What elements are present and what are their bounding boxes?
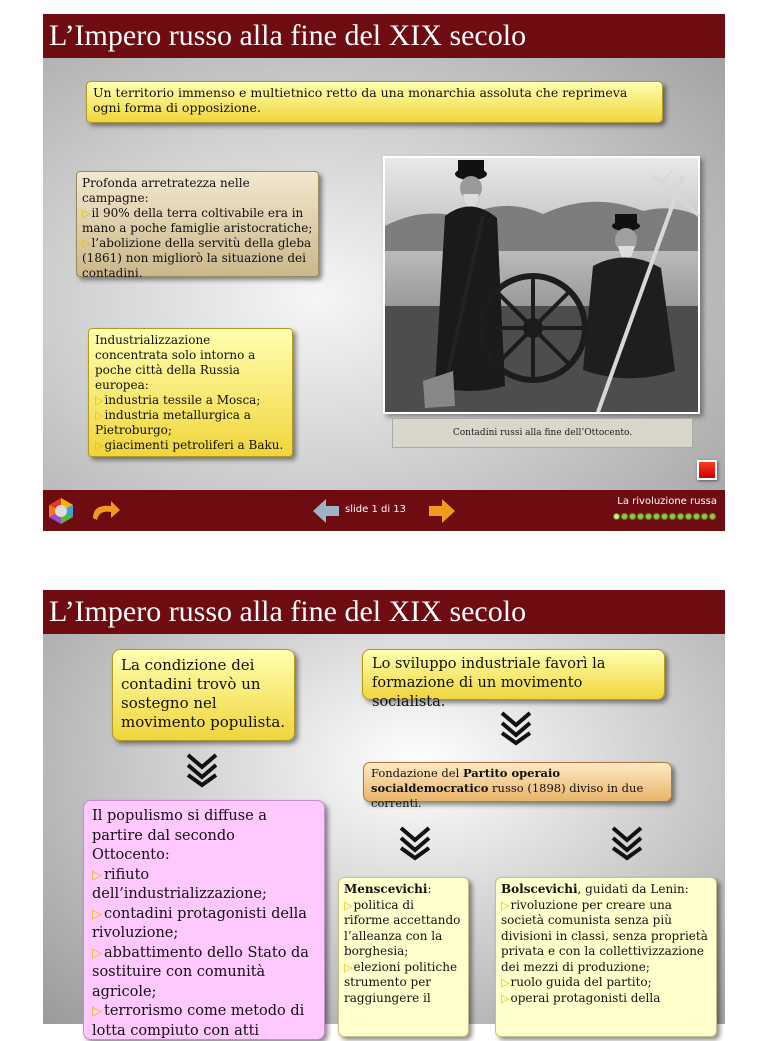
campagne-box: [76, 171, 319, 280]
list-item: ▷rivoluzione per creare una società comunista senza più divisioni in classi, senza proprietà privata e con la collettivizzazione dei mezzi di produzione;: [501, 897, 708, 974]
progress-dot[interactable]: [613, 513, 620, 520]
progress-dot[interactable]: [693, 513, 700, 520]
bullet-triangle-icon: ▷: [92, 867, 102, 883]
bullet-triangle-icon: ▷: [82, 237, 91, 250]
list-item: ▷l’abolizione della servitù della gleba (1861) non migliorò la situazione dei contadini.: [82, 236, 312, 280]
slide-1: [43, 14, 725, 531]
stop-button[interactable]: [697, 460, 717, 480]
populismo-box: [83, 800, 325, 1040]
progress-dot[interactable]: [637, 513, 644, 520]
list-item: ▷industria tessile a Mosca;: [95, 393, 261, 407]
list-item: ▷politica di riforme accettando l’alleanza con la borghesia;: [344, 897, 461, 958]
bullet-triangle-icon: ▷: [92, 945, 102, 961]
photo-caption-box: [392, 418, 693, 448]
industria-box: [88, 328, 293, 457]
chevron-down-double-icon: [186, 753, 218, 789]
slide-title: L’Impero russo alla fine del XIX secolo: [43, 14, 725, 58]
list-item: ▷ terrorismo come metodo di lotta compiuto con atti: [92, 1003, 305, 1039]
contadini-text: La condizione dei contadini trovò un sostegno nel movimento populista.: [121, 656, 286, 731]
list-item: ▷ contadini protagonisti della rivoluzione;: [92, 905, 307, 941]
peasants-photo: [383, 156, 700, 414]
fondazione-box: Fondazione del Partito operaio socialdemocratico russo (1898) diviso in due correnti.: [363, 762, 672, 802]
bullet-triangle-icon: ▷: [501, 991, 510, 1005]
contadini-box: [112, 649, 295, 741]
progress-dots: [613, 513, 717, 523]
populismo-heading: Il populismo si diffuse a partire dal secondo Ottocento:: [92, 808, 267, 863]
home-logo-button[interactable]: [47, 497, 75, 525]
slide-title: L’Impero russo alla fine del XIX secolo: [43, 590, 725, 634]
home-logo-icon: [47, 497, 75, 525]
navigation-bar: [43, 490, 725, 531]
progress-dot[interactable]: [645, 513, 652, 520]
menscevichi-box: Menscevichi: ▷politica di riforme accettando l’alleanza con la borghesia; ▷elezioni politiche strumento per raggiungere il: [338, 877, 469, 1037]
progress-dot[interactable]: [677, 513, 684, 520]
list-item: ▷ abbattimento dello Stato da sostituire con comunità agricole;: [92, 944, 309, 1000]
sviluppo-text: Lo sviluppo industriale favorì la formazione di un movimento socialista.: [372, 656, 606, 710]
progress-dot[interactable]: [661, 513, 668, 520]
bullet-triangle-icon: ▷: [92, 1004, 102, 1019]
progress-dot[interactable]: [629, 513, 636, 520]
list-item: ▷ rifiuto dell’industrializzazione;: [92, 866, 267, 902]
list-item: ▷ruolo guida del partito;: [501, 975, 652, 989]
slide-2: [43, 590, 725, 1039]
bolscevichi-box: Bolscevichi, guidati da Lenin: ▷rivoluzione per creare una società comunista senza più divisioni in classi, senza proprietà privata e con la collettivizzazione dei mezzi di produzione; ▷ruolo guida del partito; ▷operai protagonisti della: [495, 877, 717, 1037]
back-button[interactable]: [89, 500, 121, 522]
photo-caption: Contadini russi alla fine dell’Ottocento.: [452, 428, 633, 438]
slide-counter: slide 1 di 13: [345, 504, 407, 515]
bullet-triangle-icon: ▷: [95, 409, 104, 422]
next-arrow-icon: [429, 499, 455, 523]
list-item: ▷il 90% della terra coltivabile era in mano a poche famiglie aristocratiche;: [82, 206, 313, 235]
bullet-triangle-icon: ▷: [344, 898, 353, 912]
prev-slide-button[interactable]: [313, 499, 339, 523]
peasants-photo-image: [383, 156, 700, 414]
back-icon: [89, 500, 121, 522]
progress-dot[interactable]: [701, 513, 708, 520]
industria-heading: Industrializzazione concentrata solo intorno a poche città della Russia europea:: [95, 333, 256, 392]
prev-arrow-icon: [313, 499, 339, 523]
bullet-triangle-icon: ▷: [501, 976, 510, 989]
section-title: La rivoluzione russa: [617, 496, 717, 507]
progress-dot[interactable]: [685, 513, 692, 520]
menscevichi-name: Menscevichi: [344, 882, 428, 896]
chevron-down-double-icon: [500, 711, 532, 747]
list-item: ▷industria metallurgica a Pietroburgo;: [95, 408, 251, 437]
sviluppo-box: [362, 649, 665, 710]
progress-dot[interactable]: [669, 513, 676, 520]
list-item: ▷elezioni politiche strumento per raggiungere il: [344, 959, 458, 1005]
bullet-triangle-icon: ▷: [344, 960, 353, 974]
chevron-down-double-icon: [399, 826, 431, 862]
bullet-triangle-icon: ▷: [92, 906, 102, 922]
partito-name: Partito operaio socialdemocratico: [371, 766, 561, 795]
bullet-triangle-icon: ▷: [82, 207, 91, 220]
bullet-triangle-icon: ▷: [95, 394, 104, 407]
progress-dot[interactable]: [621, 513, 628, 520]
progress-dot[interactable]: [709, 513, 716, 520]
list-item: ▷operai protagonisti della: [501, 990, 661, 1005]
next-slide-button[interactable]: [429, 499, 455, 523]
bolscevichi-name: Bolscevichi: [501, 882, 578, 896]
campagne-heading: Profonda arretratezza nelle campagne:: [82, 176, 250, 205]
bullet-triangle-icon: ▷: [501, 898, 510, 912]
bullet-triangle-icon: ▷: [95, 439, 104, 452]
intro-text: Un territorio immenso e multietnico retto da una monarchia assoluta che reprimeva ogni forma di opposizione.: [93, 85, 628, 115]
list-item: ▷giacimenti petroliferi a Baku.: [95, 438, 284, 452]
progress-dot[interactable]: [653, 513, 660, 520]
chevron-down-double-icon: [611, 826, 643, 862]
intro-box: [86, 81, 663, 123]
